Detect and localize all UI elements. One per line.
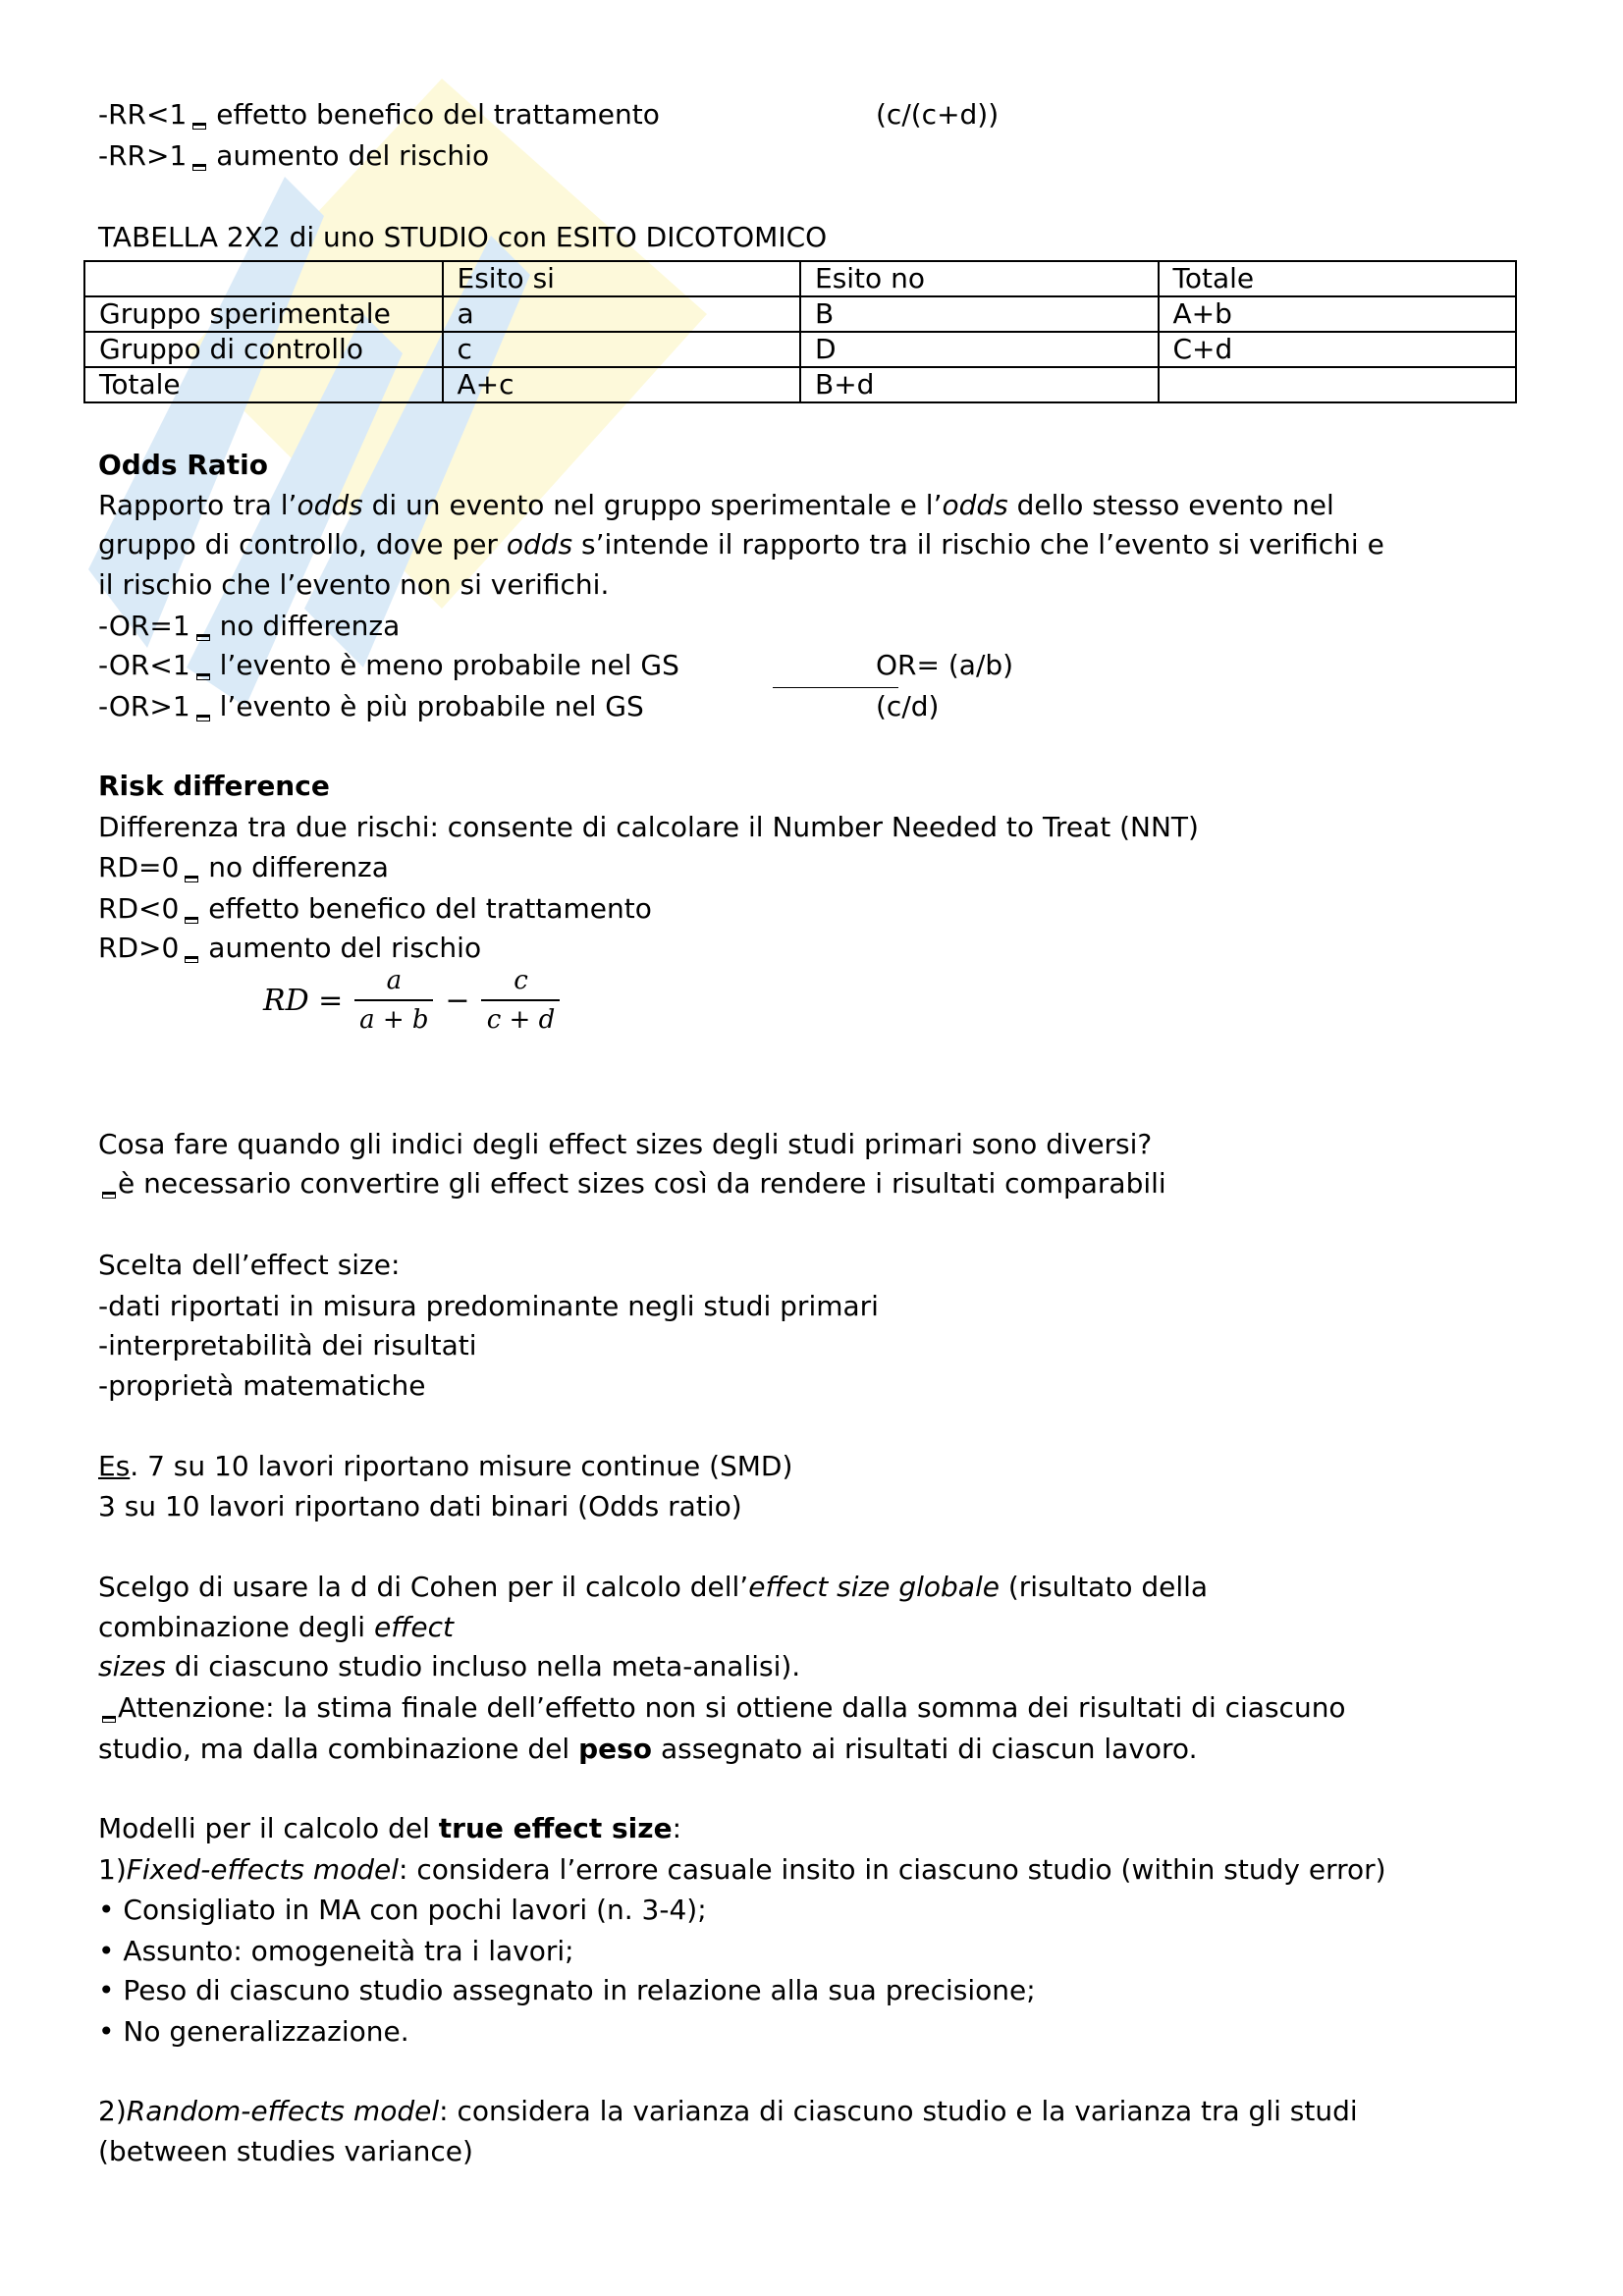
text-segment: • Consigliato in MA con pochi lavori (n. 3-4);: [98, 1893, 707, 1926]
table-cell: A+c: [443, 367, 801, 402]
text-line: [98, 1689, 1346, 1727]
text-segment: RD<0: [98, 891, 180, 925]
text-segment: • No generalizzazione.: [98, 2015, 409, 2048]
rd-formula: [263, 962, 560, 1039]
table-cell: D: [800, 332, 1159, 367]
text-segment: • Peso di ciascuno studio assegnato in relazione alla sua precisione;: [98, 1974, 1036, 2006]
text-line: [98, 688, 644, 725]
text-line: [98, 608, 400, 645]
text-segment: Rapporto tra l’: [98, 488, 298, 521]
text-segment: :: [672, 1812, 681, 1844]
text-segment: Es: [98, 1450, 131, 1482]
arrow-icon: [196, 673, 210, 680]
table-cell: [1159, 367, 1517, 402]
text-segment: effetto benefico del trattamento: [208, 891, 652, 925]
text-segment: • Assunto: omogeneità tra i lavori;: [98, 1934, 574, 1967]
text-line: [98, 890, 652, 928]
numerator: a: [386, 966, 403, 995]
table-cell: Esito si: [443, 261, 801, 296]
text-segment: (risultato della: [999, 1571, 1209, 1603]
text-segment: true effect size: [438, 1812, 673, 1844]
text-line: [98, 1569, 1208, 1606]
denominator: a + b: [359, 1005, 429, 1035]
text-segment: -RR<1: [98, 98, 188, 131]
text-segment: -proprietà matematiche: [98, 1368, 426, 1402]
text-line: [98, 566, 609, 604]
table-cell: Totale: [1159, 261, 1517, 296]
text-line: [98, 1851, 1386, 1889]
numerator: c: [514, 966, 528, 995]
text-segment: Attenzione: la stima finale dell’effetto non si ottiene dalla somma dei risultati di ciascuno: [118, 1691, 1346, 1724]
text-segment: aumento del rischio: [208, 932, 482, 964]
table-header-row: [84, 261, 1516, 296]
arrow-icon: [102, 1716, 116, 1723]
text-segment: -dati riportati in misura predominante negli studi primari: [98, 1289, 879, 1322]
text-segment: RD>0: [98, 932, 180, 964]
text-segment: . 7 su 10 lavori riportano misure continue (SMD): [130, 1450, 793, 1482]
text-segment: Scelta dell’effect size:: [98, 1248, 401, 1281]
arrow-icon: [192, 164, 206, 171]
text-segment: Risk difference: [98, 770, 330, 802]
rr-formula-denominator: (c/(c+d)): [876, 98, 1000, 131]
text-segment: è necessario convertire gli effect sizes così da rendere i risultati comparabili: [118, 1167, 1166, 1200]
text-segment: Odds Ratio: [98, 449, 268, 481]
table-cell: Gruppo sperimentale: [84, 296, 443, 332]
text-line: [98, 1126, 1152, 1163]
text-segment: effect size globale: [748, 1571, 1000, 1603]
arrow-icon: [196, 715, 210, 721]
text-line: [98, 1972, 1036, 2009]
text-line: [98, 1488, 742, 1525]
text-segment: studio, ma dalla combinazione del: [98, 1733, 579, 1765]
arrow-icon: [196, 634, 210, 641]
text-line: [98, 1648, 800, 1685]
text-segment: odds: [506, 528, 573, 561]
text-segment: di un evento nel gruppo sperimentale e l’: [362, 488, 943, 521]
text-segment: 1): [98, 1853, 127, 1886]
table-row: [84, 332, 1516, 367]
table-row: [84, 367, 1516, 402]
text-line: [98, 2013, 409, 2051]
text-segment: no differenza: [208, 850, 389, 883]
table-cell: Gruppo di controllo: [84, 332, 443, 367]
text-line: [98, 2093, 1358, 2130]
text-line: [98, 447, 268, 484]
text-line: [98, 96, 660, 133]
text-segment: aumento del rischio: [216, 139, 490, 172]
text-segment: (between studies variance): [98, 2134, 473, 2167]
text-segment: Scelgo di usare la d di Cohen per il calcolo dell’: [98, 1571, 749, 1603]
text-segment: combinazione degli: [98, 1610, 374, 1643]
text-line: [98, 1367, 425, 1405]
text-segment: l’evento è più probabile nel GS: [219, 690, 644, 722]
text-segment: effetto benefico del trattamento: [216, 98, 660, 131]
table-cell: C+d: [1159, 332, 1517, 367]
arrow-icon: [192, 123, 206, 130]
arrow-icon: [185, 917, 198, 924]
text-line: [98, 526, 1384, 563]
text-line: [98, 1892, 707, 1929]
text-line: [98, 1810, 681, 1847]
contingency-table: [83, 260, 1517, 403]
text-line: [98, 1288, 879, 1325]
text-line: [98, 487, 1334, 524]
text-line: [98, 809, 1199, 846]
fraction: [354, 962, 433, 1039]
or-formula-numerator: OR= (a/b): [876, 649, 1014, 681]
table-cell: Totale: [84, 367, 443, 402]
table-cell: Esito no: [800, 261, 1159, 296]
text-segment: l’evento è meno probabile nel GS: [219, 649, 679, 681]
text-segment: Modelli per il calcolo del: [98, 1812, 439, 1844]
table-cell: [84, 261, 443, 296]
table-cell: A+b: [1159, 296, 1517, 332]
arrow-icon: [102, 1192, 116, 1199]
text-segment: odds: [297, 488, 363, 521]
text-segment: -OR<1: [98, 649, 190, 681]
text-segment: no differenza: [219, 609, 401, 642]
text-segment: -OR>1: [98, 690, 190, 722]
or-formula-denominator: (c/d): [876, 690, 940, 722]
text-line: [98, 2133, 473, 2170]
text-segment: odds: [942, 488, 1008, 521]
text-segment: -interpretabilità dei risultati: [98, 1329, 477, 1362]
text-segment: Fixed-effects model: [126, 1853, 400, 1886]
text-segment: Random-effects model: [126, 2095, 440, 2127]
text-line: [98, 1165, 1166, 1202]
text-segment: peso: [578, 1733, 653, 1765]
text-line: [98, 768, 330, 805]
denominator: c + d: [486, 1005, 556, 1035]
text-segment: di ciascuno studio incluso nella meta-analisi).: [165, 1650, 801, 1682]
text-segment: s’intende il rapporto tra il rischio che l’evento si verifichi e: [572, 528, 1384, 561]
text-line: [98, 849, 389, 886]
arrow-icon: [185, 876, 198, 882]
text-line: [98, 1247, 400, 1284]
text-line: [98, 1448, 792, 1485]
text-segment: effect: [373, 1610, 455, 1643]
text-line: [98, 1327, 477, 1364]
text-segment: -RR>1: [98, 139, 188, 172]
text-line: [98, 647, 679, 684]
arrow-icon: [185, 956, 198, 963]
table-row: [84, 296, 1516, 332]
text-line: [98, 1933, 574, 1970]
text-line: [98, 137, 489, 175]
text-segment: Cosa fare quando gli indici degli effect sizes degli studi primari sono diversi?: [98, 1127, 1153, 1160]
text-segment: sizes: [98, 1650, 166, 1682]
table-cell: c: [443, 332, 801, 367]
rd-formula-lhs: RD =: [263, 983, 344, 1018]
text-segment: assegnato ai risultati di ciascun lavoro.: [652, 1733, 1198, 1765]
text-segment: il rischio che l’evento non si verifichi.: [98, 567, 610, 601]
text-segment: : considera l’errore casuale insito in ciascuno studio (within study error): [399, 1853, 1386, 1886]
table-cell: B+d: [800, 367, 1159, 402]
minus-sign: −: [445, 983, 470, 1018]
table-cell: B: [800, 296, 1159, 332]
text-segment: dello stesso evento nel: [1007, 488, 1334, 521]
text-line: [98, 219, 827, 256]
text-line: [98, 1731, 1197, 1768]
text-segment: gruppo di controllo, dove per: [98, 528, 507, 561]
text-segment: TABELLA 2X2 di uno STUDIO con ESITO DICOTOMICO: [98, 220, 828, 253]
table-cell: a: [443, 296, 801, 332]
text-segment: -OR=1: [98, 609, 190, 642]
fraction: [481, 962, 560, 1039]
text-segment: 2): [98, 2095, 127, 2127]
text-segment: Differenza tra due rischi: consente di calcolare il Number Needed to Treat (NNT): [98, 811, 1199, 843]
text-segment: : considera la varianza di ciascuno studio e la varianza tra gli studi: [439, 2095, 1358, 2127]
text-segment: 3 su 10 lavori riportano dati binari (Odds ratio): [98, 1489, 742, 1522]
text-line: [98, 1609, 454, 1646]
text-segment: RD=0: [98, 850, 180, 883]
